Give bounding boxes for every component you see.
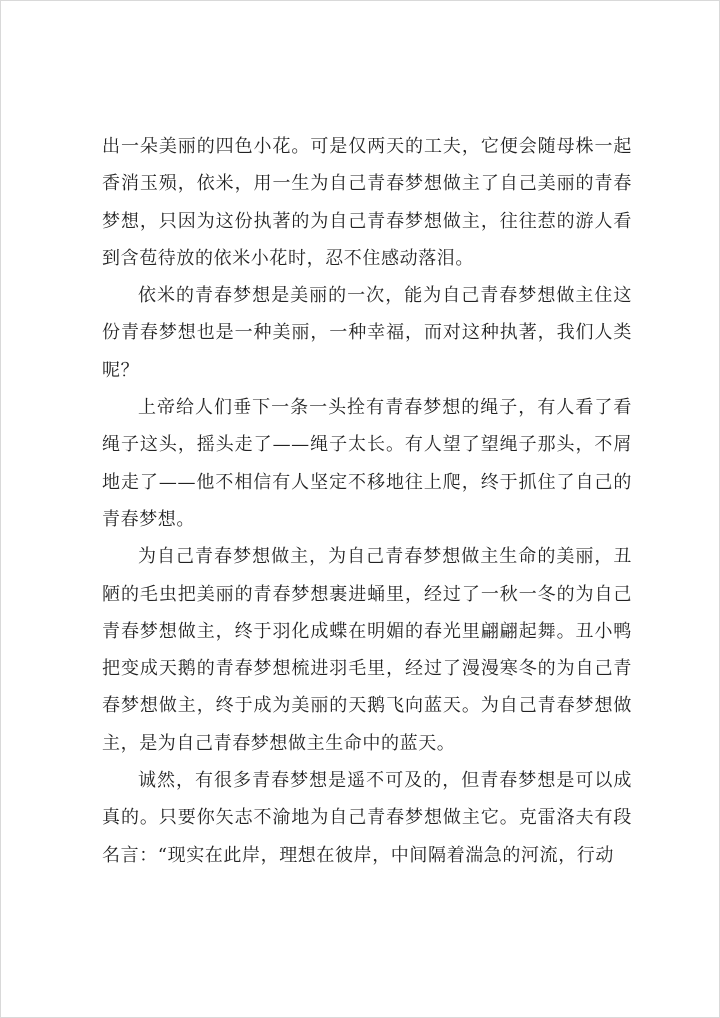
paragraph-3: 上帝给人们垂下一条一头拴有青春梦想的绳子，有人看了看绳子这头，摇头走了——绳子太长。有人望了望绳子那头，不屑地走了——他不相信有人坚定不移地往上爬，终于抓住了自己的青春梦想。	[102, 397, 632, 530]
paragraph-2: 依米的青春梦想是美丽的一次，能为自己青春梦想做主住这份青春梦想也是一种美丽，一种幸福，而对这种执著，我们人类呢？	[102, 285, 632, 381]
paragraph-1: 出一朵美丽的四色小花。可是仅两天的工夫，它便会随母株一起香消玉殒，依米，用一生为自己青春梦想做主了自己美丽的青春梦想，只因为这份执著的为自己青春梦想做主，往往惹的游人看到含苞待放的依米小花时，忍不住感动落泪。	[102, 136, 632, 269]
paragraph-5: 诚然，有很多青春梦想是遥不可及的，但青春梦想是可以成真的。只要你矢志不渝地为自己青春梦想做主它。克雷洛夫有段名言：“现实在此岸，理想在彼岸，中间隔着湍急的河流，行动	[102, 770, 632, 866]
paragraph-4: 为自己青春梦想做主，为自己青春梦想做主生命的美丽，丑陋的毛虫把美丽的青春梦想裹进蛹里，经过了一秋一冬的为自己青春梦想做主，终于羽化成蝶在明媚的春光里翩翩起舞。丑小鸭把变成天鹅的青春梦想梳进羽毛里，经过了漫漫寒冬的为自己青春梦想做主，终于成为美丽的天鹅飞向蓝天。为自己青春梦想做主，是为自己青春梦想做主生命中的蓝天。	[102, 546, 632, 754]
body-text	[102, 128, 632, 874]
